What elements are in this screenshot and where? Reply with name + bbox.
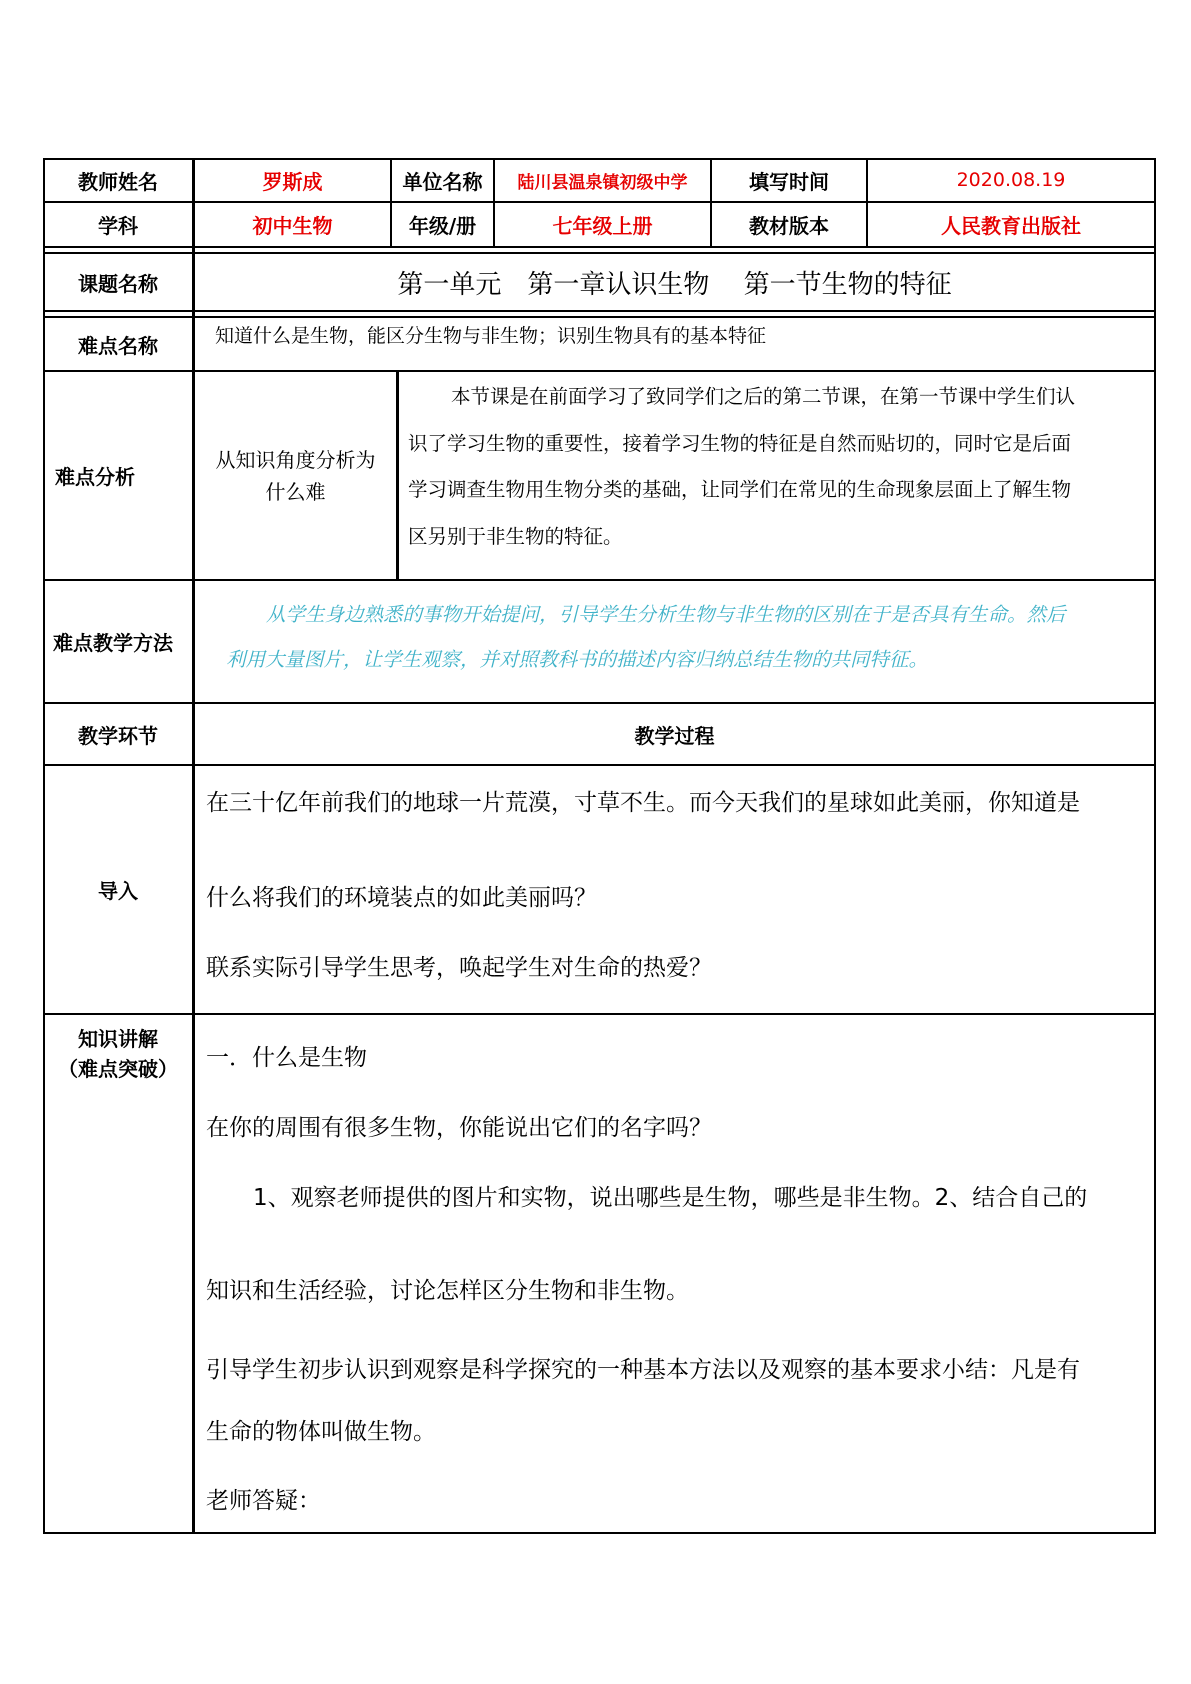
unit-value: 陆川县温泉镇初级中学 [517, 172, 688, 193]
analysis-line: 学习调查生物用生物分类的基础，让同学们在常见的生命现象层面上了解生物 [408, 478, 1072, 501]
intro-row [43, 765, 1156, 1014]
date-label: 填写时间 [749, 169, 829, 194]
analysis-line: 区另别于非生物的特征。 [408, 525, 623, 548]
topic-row [43, 253, 1156, 311]
subject-label: 学科 [98, 214, 138, 238]
teacher-value: 罗斯成 [262, 169, 323, 194]
difficulty-row [43, 317, 1156, 371]
method-label: 难点教学方法 [53, 631, 173, 655]
difficulty-value: 知道什么是生物，能区分生物与非生物；识别生物具有的基本特征 [215, 324, 767, 347]
teacher-label: 教师姓名 [78, 169, 158, 194]
unit-label: 单位名称 [402, 169, 483, 194]
method-line: 利用大量图片，让学生观察，并对照教科书的描述内容归纳总结生物的共同特征。 [226, 648, 929, 671]
intro-line: 联系实际引导学生思考，唤起学生对生命的热爱？ [206, 955, 712, 981]
topic-value: 第一单元 第一章认识生物 第一节生物的特征 [397, 269, 952, 300]
grade-value: 七年级上册 [552, 214, 653, 238]
analysis-line: 识了学习生物的重要性，接着学习生物的特征是自然而贴切的，同时它是后面 [408, 432, 1072, 455]
difficulty-label: 难点名称 [78, 333, 158, 358]
analysis-row [43, 371, 1156, 580]
grade-label: 年级/册 [408, 214, 477, 238]
process-label: 教学过程 [634, 723, 715, 748]
analysis-line: 本节课是在前面学习了致同学们之后的第二节课，在第一节课中学生们认 [451, 385, 1076, 408]
analysis-sub-label [194, 371, 397, 580]
edition-value: 人民教育出版社 [941, 214, 1081, 238]
analysis-label: 难点分析 [55, 465, 135, 489]
knowledge-line: 知识和生活经验，讨论怎样区分生物和非生物。 [206, 1278, 689, 1304]
date-value: 2020.08.19 [956, 169, 1066, 191]
subject-value: 初中生物 [252, 214, 333, 238]
intro-line: 在三十亿年前我们的地球一片荒漠，寸草不生。而今天我们的星球如此美丽，你知道是 [206, 790, 1080, 816]
method-row [43, 580, 1156, 703]
process-header-row [43, 703, 1156, 765]
analysis-sub-label-line: 什么难 [265, 479, 326, 504]
analysis-sub-label-line: 从知识角度分析为 [215, 447, 376, 472]
knowledge-line: 老师答疑： [206, 1488, 321, 1514]
header-row-2 [43, 202, 1156, 247]
knowledge-line: 在你的周围有很多生物，你能说出它们的名字吗？ [206, 1115, 712, 1141]
intro-label: 导入 [98, 879, 138, 903]
knowledge-label-line: 知识讲解 [78, 1027, 158, 1051]
intro-line: 什么将我们的环境装点的如此美丽吗？ [206, 885, 597, 911]
stage-label: 教学环节 [78, 723, 158, 748]
knowledge-line: 一．什么是生物 [206, 1045, 367, 1071]
edition-label: 教材版本 [749, 214, 829, 238]
knowledge-row [43, 1014, 1156, 1533]
knowledge-line: 1、观察老师提供的图片和实物，说出哪些是生物，哪些是非生物。2、结合自己的 [253, 1185, 1088, 1211]
knowledge-label-line: （难点突破） [58, 1057, 178, 1081]
knowledge-label [43, 1014, 193, 1533]
knowledge-line: 引导学生初步认识到观察是科学探究的一种基本方法以及观察的基本要求小结：凡是有 [206, 1357, 1080, 1383]
header-row-1 [43, 158, 1156, 202]
method-line: 从学生身边熟悉的事物开始提问，引导学生分析生物与非生物的区别在于是否具有生命。然后 [266, 603, 1066, 626]
topic-label: 课题名称 [78, 271, 158, 296]
knowledge-line: 生命的物体叫做生物。 [206, 1419, 436, 1445]
